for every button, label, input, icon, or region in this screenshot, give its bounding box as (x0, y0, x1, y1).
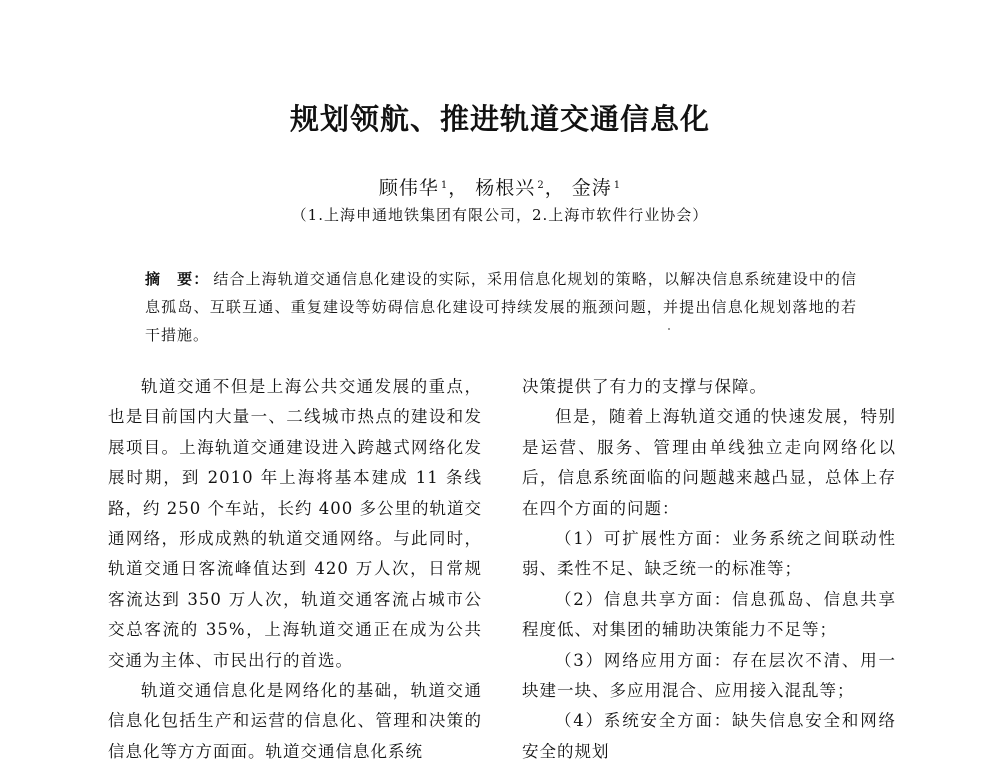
body-paragraph: 但是，随着上海轨道交通的快速发展，特别是运营、服务、管理由单线独立走向网络化以后，信息系统面临的问题越来越凸显，总体上存在四个方面的问题： (522, 407, 896, 518)
abstract-text: 结合上海轨道交通信息化建设的实际，采用信息化规划的策略，以解决信息系统建设中的信息孤岛、互联互通、重复建设等妨碍信息化建设可持续发展的瓶颈问题，并提出信息化规划落地的若干措施。 (145, 270, 857, 344)
affiliation-line: （1.上海申通地铁集团有限公司，2.上海市软件行业协会） (291, 206, 709, 224)
list-item: （2）信息共享方面：信息孤岛、信息共享程度低、对集团的辅助决策能力不足等； (522, 589, 896, 640)
paper-title: 规划领航、推进轨道交通信息化 (289, 102, 710, 136)
body-paragraph-continuation: 决策提供了有力的支撑与保障。 (522, 377, 767, 396)
left-column (108, 372, 482, 760)
abstract (145, 265, 857, 349)
body-paragraph: 轨道交通不但是上海公共交通发展的重点，也是目前国内大量一、二线城市热点的建设和发展项目。上海轨道交通建设进入跨越式网络化发展时期，到 2010 年上海将基本建成 11 条线路，约 250 个车站，长约 400 多公里的轨道交通网络，形成成熟的轨道交通网络。与此同时，轨道交通日客流峰值达到 420 万人次，日常规客流达到 350 万人次，轨道交通客流占城市公交总客流的 35%，上海轨道交通正在成为公共交通为主体、市民出行的首选。 (108, 377, 482, 670)
author-affiliation-mark: 1 (613, 180, 622, 191)
list-item: （1）可扩展性方面：业务系统之间联动性弱、柔性不足、缺乏统一的标准等； (522, 529, 896, 579)
abstract-label: 摘 要： (145, 270, 210, 288)
author-affiliation-mark: 2 (537, 180, 545, 191)
author-name: 顾伟华 (378, 177, 439, 199)
author-separator: ， (544, 177, 565, 199)
list-item: （4）系统安全方面：缺失信息安全和网络安全的规划 (522, 711, 896, 760)
author-name: 金涛 (571, 177, 612, 199)
scan-speck (668, 328, 670, 330)
list-item: （3）网络应用方面：存在层次不清、用一块建一块、多应用混合、应用接入混乱等； (522, 650, 896, 701)
author-separator: ， (448, 177, 469, 199)
author-affiliation-mark: 1 (440, 180, 449, 191)
author-line (0, 173, 1000, 200)
author-name: 杨根兴 (475, 177, 536, 199)
body-paragraph: 轨道交通信息化是网络化的基础，轨道交通信息化包括生产和运营的信息化、管理和决策的信息化等方方面面。轨道交通信息化系统 (108, 681, 482, 760)
right-column (522, 372, 896, 760)
